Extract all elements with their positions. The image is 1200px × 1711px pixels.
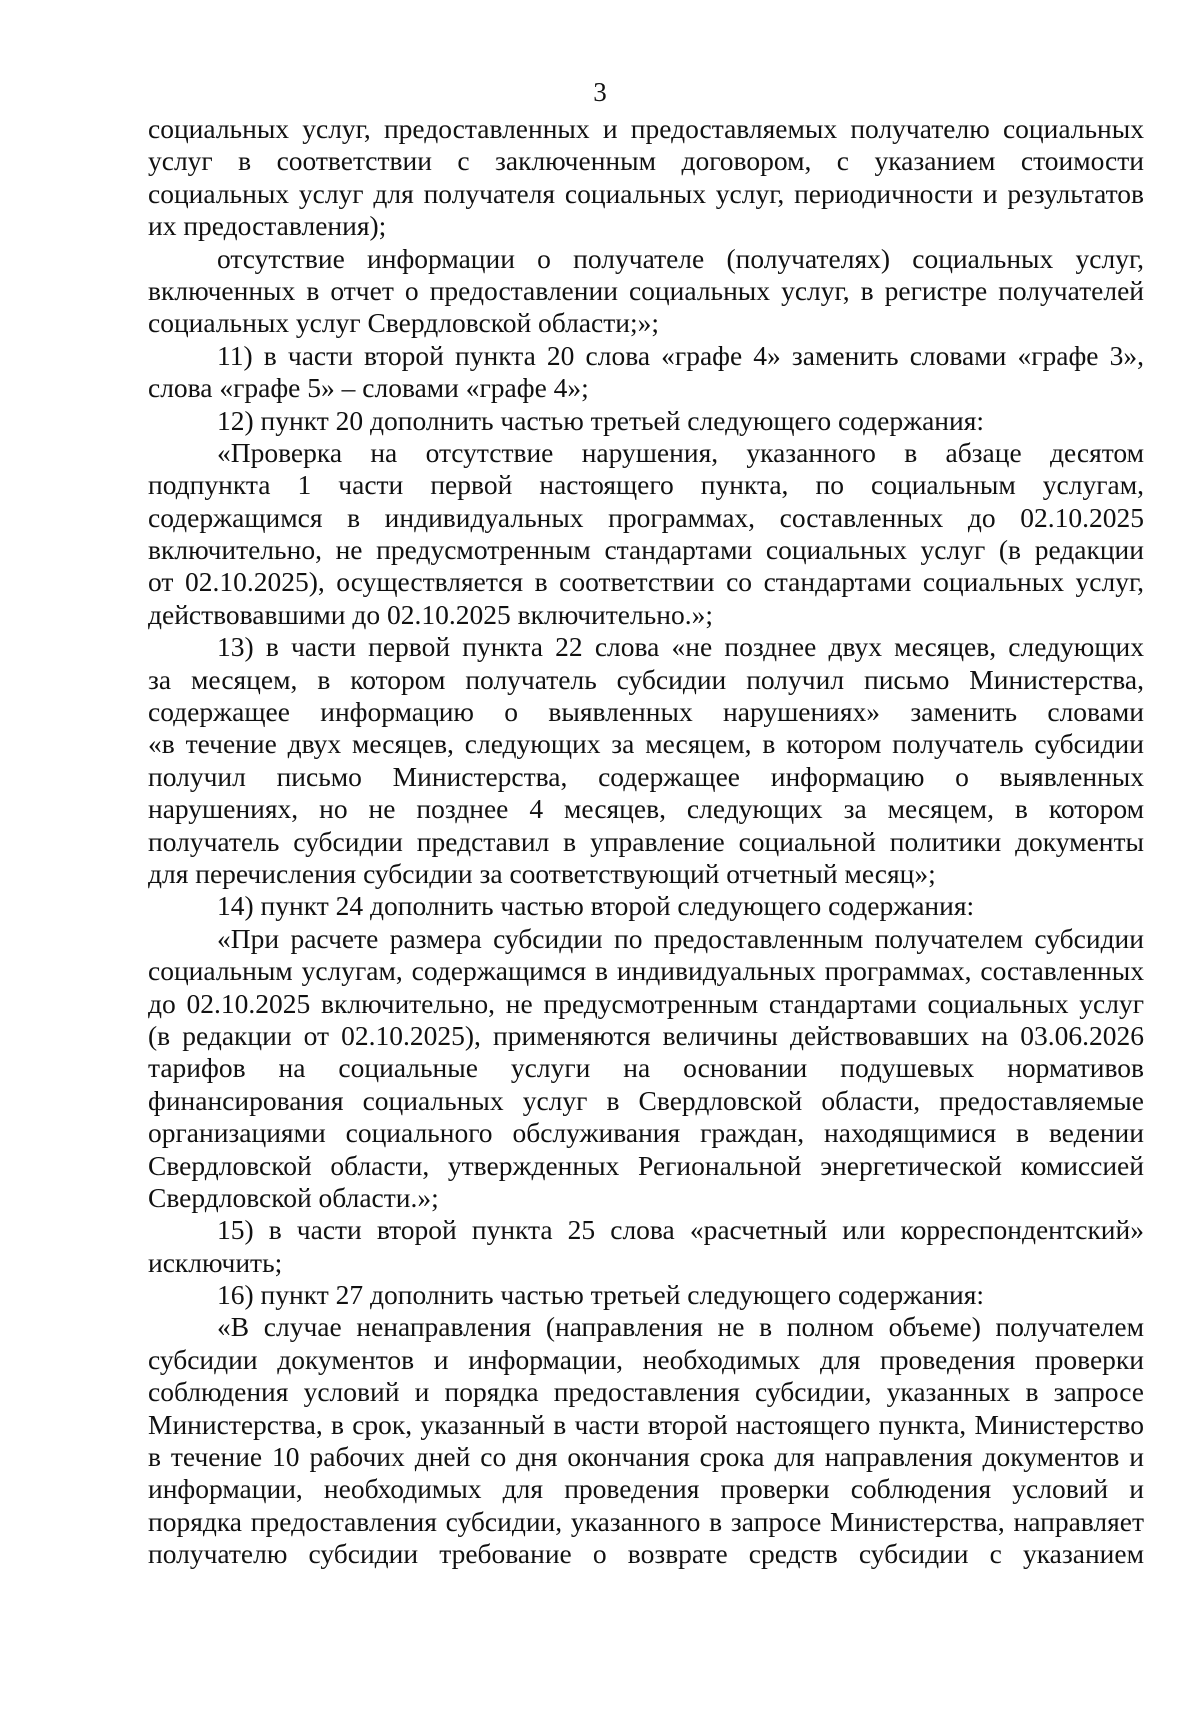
body-text-line: их предоставления); [148,210,387,242]
body-text-line: «в течение двух месяцев, следующих за месяцем, в котором получатель субсидии [148,728,1144,760]
body-text-line: социальных услуг для получателя социальных услуг, периодичности и результатов [148,177,1144,209]
body-text-line: Свердловской области, утвержденных Региональной энергетической комиссией [148,1149,1144,1181]
body-text-line: содержащимся в индивидуальных программах, составленных до 02.10.2025 [148,501,1144,533]
body-text-line: социальных услуг, предоставленных и предоставляемых получателю социальных [148,113,1144,144]
body-text-line: 16) пункт 27 дополнить частью третьей следующего содержания: [217,1279,985,1311]
body-text-line: соблюдения условий и порядка предоставления субсидии, указанных в запросе [148,1376,1144,1408]
body-text-line: 11) в части второй пункта 20 слова «графе 4» заменить словами «графе 3», [217,339,1144,371]
body-text-line: включенных в отчет о предоставлении социальных услуг, в регистре получателей [148,274,1144,306]
body-text-line: 12) пункт 20 дополнить частью третьей следующего содержания: [217,404,985,436]
body-text-line: исключить; [148,1246,283,1278]
body-text-line: нарушениях, но не позднее 4 месяцев, следующих за месяцем, в котором [148,793,1144,825]
body-text-line: 15) в части второй пункта 25 слова «расчетный или корреспондентский» [217,1214,1144,1246]
body-text-line: за месяцем, в котором получатель субсидии получил письмо Министерства, [148,663,1144,695]
body-text-line: подпункта 1 части первой настоящего пункта, по социальным услугам, [148,469,1144,501]
body-text-line: субсидии документов и информации, необходимых для проведения проверки [148,1343,1144,1375]
body-text-line: в течение 10 рабочих дней со дня окончания срока для направления документов и [148,1441,1144,1473]
body-text-line: тарифов на социальные услуги на основании подушевых нормативов [148,1052,1144,1084]
body-text-line: содержащее информацию о выявленных нарушениях» заменить словами [148,696,1144,728]
body-text-line: от 02.10.2025), осуществляется в соответствии со стандартами социальных услуг, [148,566,1144,598]
body-text-line: организациями социального обслуживания граждан, находящимися в ведении [148,1117,1144,1149]
body-text-line: «В случае ненаправления (направления не в полном объеме) получателем [217,1311,1144,1343]
body-text-line: 14) пункт 24 дополнить частью второй следующего содержания: [217,890,975,922]
body-text-line: получателю субсидии требование о возврате средств субсидии с указанием [148,1538,1144,1570]
page-number: 3 [593,77,607,107]
body-text-line: «Проверка на отсутствие нарушения, указанного в абзаце десятом [217,436,1144,468]
body-text-line: слова «графе 5» – словами «графе 4»; [148,372,589,404]
body-text-line: действовавшими до 02.10.2025 включительно.»; [148,598,713,630]
body-text-line: до 02.10.2025 включительно, не предусмотренным стандартами социальных услуг [148,987,1144,1019]
document-body [148,113,1144,1571]
body-text-line: социальных услуг Свердловской области;»; [148,307,660,339]
body-text-line: для перечисления субсидии за соответствующий отчетный месяц»; [148,857,936,889]
body-text-line: (в редакции от 02.10.2025), применяются величины действовавших на 03.06.2026 [148,1019,1144,1051]
body-text-line: отсутствие информации о получателе (получателях) социальных услуг, [217,242,1144,274]
body-text-line: Свердловской области.»; [148,1181,439,1213]
body-text-line: услуг в соответствии с заключенным договором, с указанием стоимости [148,145,1144,177]
body-text-line: «При расчете размера субсидии по предоставленным получателем субсидии [217,922,1144,954]
body-text-line: Министерства, в срок, указанный в части второй настоящего пункта, Министерство [148,1408,1144,1440]
body-text-line: получатель субсидии представил в управление социальной политики документы [148,825,1144,857]
body-text-line: информации, необходимых для проведения проверки соблюдения условий и [148,1473,1144,1505]
body-text-line: 13) в части первой пункта 22 слова «не позднее двух месяцев, следующих [217,631,1144,663]
body-text-line: социальным услугам, содержащимся в индивидуальных программах, составленных [148,955,1144,987]
body-text-line: порядка предоставления субсидии, указанного в запросе Министерства, направляет [148,1505,1144,1537]
body-text-line: финансирования социальных услуг в Свердловской области, предоставляемые [148,1084,1144,1116]
body-text-line: получил письмо Министерства, содержащее информацию о выявленных [148,760,1144,792]
body-text-line: включительно, не предусмотренным стандартами социальных услуг (в редакции [148,534,1144,566]
